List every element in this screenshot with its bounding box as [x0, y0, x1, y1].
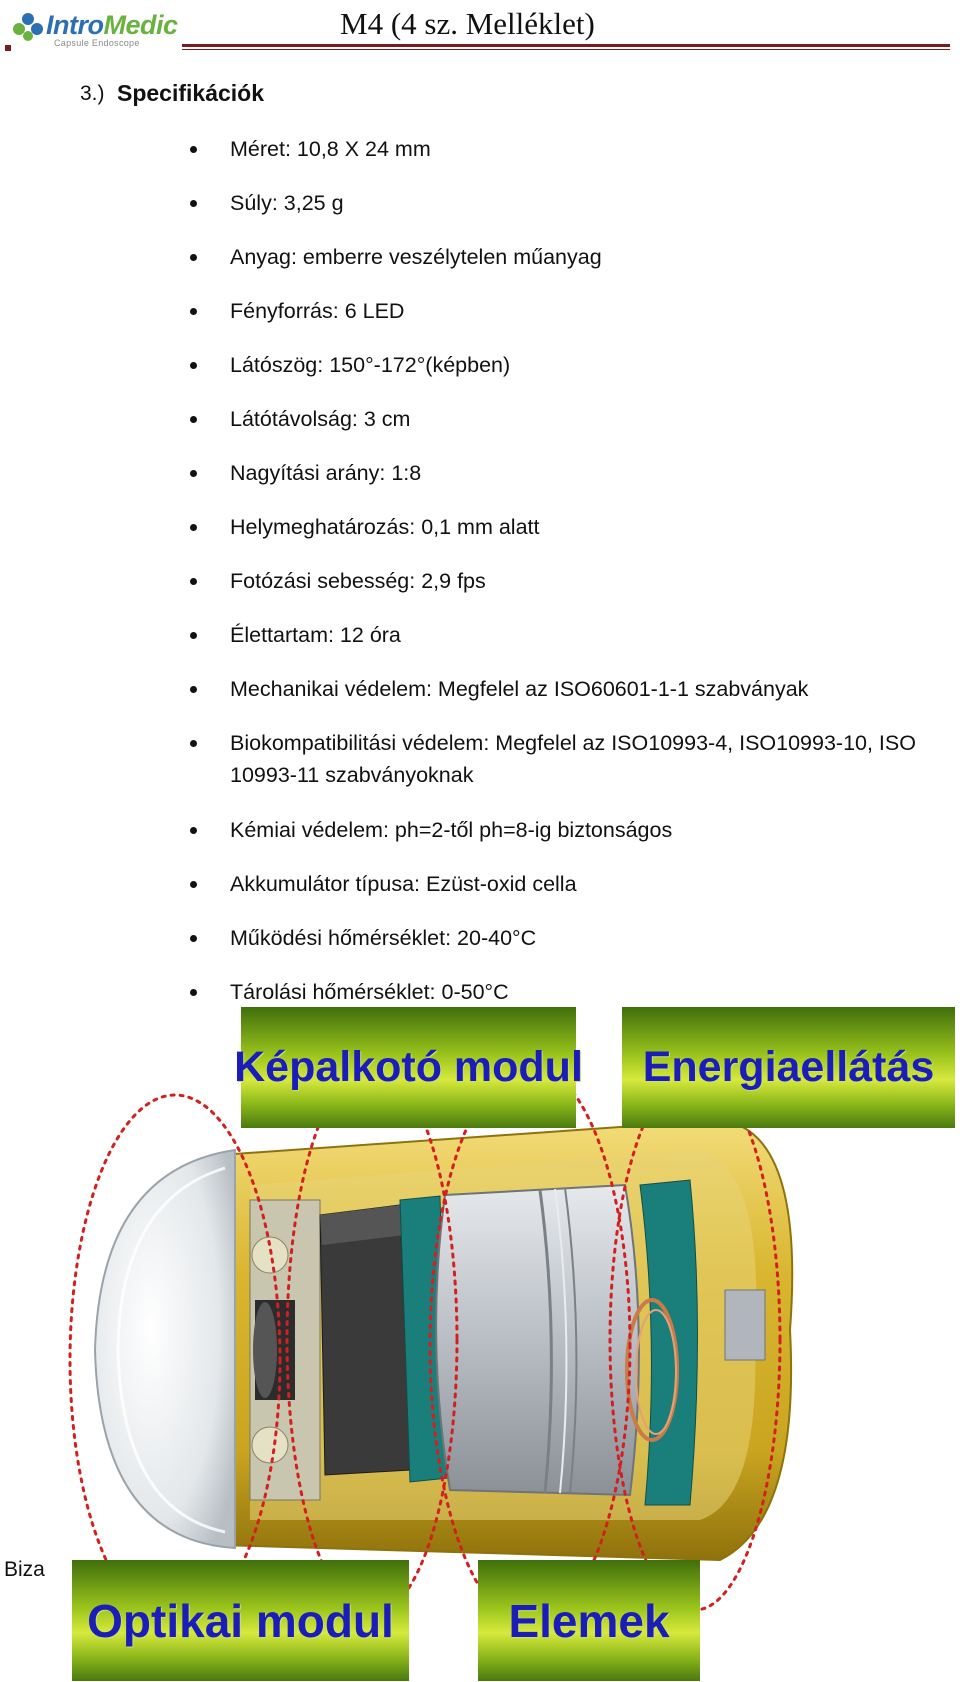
batteries-label: Elemek	[478, 1560, 700, 1681]
header-rule-thin	[182, 49, 950, 50]
section-title: Specifikációk	[117, 80, 265, 106]
spec-text: Élettartam: 12 óra	[230, 623, 401, 647]
bullet-icon	[190, 470, 197, 477]
bullet-icon	[190, 578, 197, 585]
bullet-icon	[190, 740, 197, 747]
spec-text: Súly: 3,25 g	[230, 191, 344, 215]
logo-cross-icon	[12, 12, 44, 42]
section-number: 3.)	[80, 82, 105, 105]
bullet-icon	[190, 362, 197, 369]
optical-dome	[95, 1150, 235, 1548]
header-rule	[182, 44, 950, 47]
bullet-icon	[190, 686, 197, 693]
bullet-icon	[190, 200, 197, 207]
logo-wordmark: IntroMedic	[46, 10, 178, 40]
spec-text: Nagyítási arány: 1:8	[230, 461, 422, 485]
bullet-icon	[190, 632, 197, 639]
spec-text: Mechanikai védelem: Megfelel az ISO60601-1-1 szabványak	[230, 677, 809, 701]
spec-text: Kémiai védelem: ph=2-től ph=8-ig biztonságos	[230, 818, 673, 842]
bullet-icon	[190, 416, 197, 423]
battery-stack	[436, 1185, 639, 1495]
imaging-module-label: Képalkotó modul	[241, 1007, 576, 1128]
spec-text: Látószög: 150°-172°(képben)	[230, 353, 511, 377]
corner-mark	[5, 45, 11, 51]
spec-text: Látótávolság: 3 cm	[230, 407, 411, 431]
intromedic-logo	[12, 8, 182, 48]
bullet-icon	[190, 524, 197, 531]
spec-text: Akkumulátor típusa: Ezüst-oxid cella	[230, 872, 577, 896]
spec-text: Biokompatibilitási védelem: Megfelel az ISO10993-4, ISO10993-10, ISO 10993-11 szabványoknak	[230, 731, 916, 787]
bullet-icon	[190, 935, 197, 942]
bullet-icon	[190, 146, 197, 153]
end-connector	[725, 1290, 765, 1360]
bullet-icon	[190, 308, 197, 315]
bullet-icon	[190, 989, 197, 996]
spec-text: Működési hőmérséklet: 20-40°C	[230, 926, 537, 950]
cut-off-text: Biza	[4, 1558, 45, 1581]
logo-tagline: Capsule Endoscope	[54, 38, 140, 48]
bullet-icon	[190, 254, 197, 261]
bullet-icon	[190, 827, 197, 834]
spec-text: Anyag: emberre veszélytelen műanyag	[230, 245, 602, 269]
spec-text: Tárolási hőmérséklet: 0-50°C	[230, 980, 509, 1004]
optics-module-label: Optikai modul	[72, 1560, 409, 1681]
bullet-icon	[190, 881, 197, 888]
power-supply-label: Energiaellátás	[622, 1007, 955, 1128]
page-title: M4 (4 sz. Melléklet)	[340, 6, 595, 41]
spec-text: Fotózási sebesség: 2,9 fps	[230, 569, 486, 593]
spec-text: Fényforrás: 6 LED	[230, 299, 405, 323]
spec-text: Méret: 10,8 X 24 mm	[230, 137, 431, 161]
image-sensor	[320, 1205, 410, 1475]
spec-text: Helymeghatározás: 0,1 mm alatt	[230, 515, 540, 539]
